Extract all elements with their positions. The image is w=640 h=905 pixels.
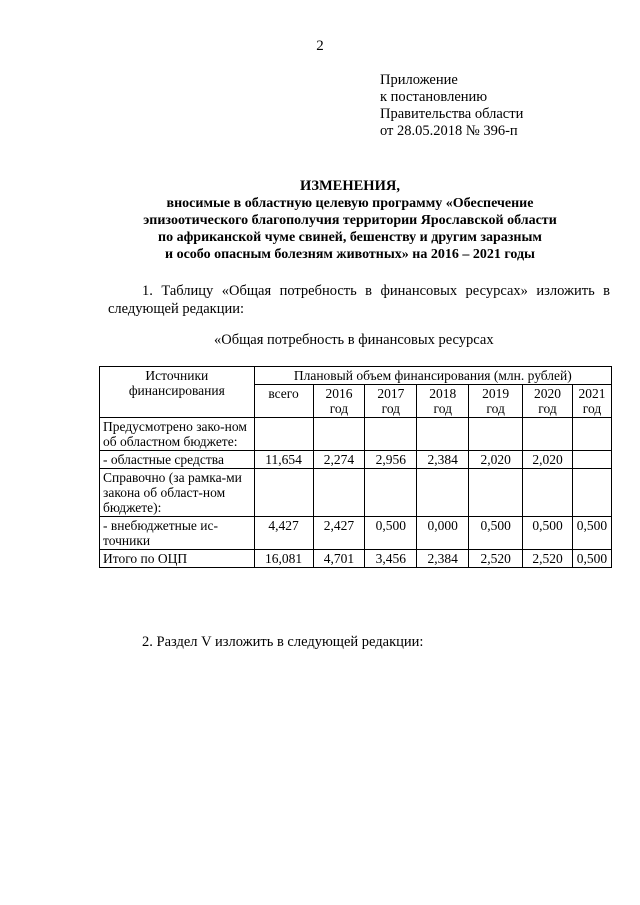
heading-line: эпизоотического благополучия территории Ярославской области [143, 213, 557, 228]
cell-value: 2,520 [523, 550, 573, 568]
header-year: 2018 год [417, 385, 469, 418]
cell-value: 0,500 [469, 517, 523, 550]
header-source: Источники финансирования [100, 367, 255, 418]
cell-value: 2,520 [469, 550, 523, 568]
cell-value [365, 469, 417, 517]
header-year: 2017 год [365, 385, 417, 418]
row-label: Предусмотрено зако-ном об областном бюджете: [100, 418, 255, 451]
cell-value [365, 418, 417, 451]
cell-value: 2,956 [365, 451, 417, 469]
row-label: - областные средства [100, 451, 255, 469]
cell-value [254, 418, 313, 451]
table-row [100, 418, 612, 451]
cell-value: 4,701 [313, 550, 365, 568]
paragraph-1: 1. Таблицу «Общая потребность в финансовых ресурсах» изложить в следующей редакции: [108, 283, 610, 317]
cell-value: 0,500 [572, 550, 611, 568]
cell-value: 2,020 [523, 451, 573, 469]
appendix-line: Правительства области [380, 106, 524, 122]
cell-value [523, 469, 573, 517]
row-label: Итого по ОЦП [100, 550, 255, 568]
appendix-line: к постановлению [380, 89, 488, 105]
cell-value [313, 469, 365, 517]
cell-value: 2,384 [417, 550, 469, 568]
cell-value: 0,500 [365, 517, 417, 550]
table-row [100, 517, 612, 550]
appendix-line: от 28.05.2018 № 396-п [380, 123, 518, 139]
document-heading [60, 178, 640, 263]
cell-value: 0,500 [523, 517, 573, 550]
cell-value: 11,654 [254, 451, 313, 469]
table-row [100, 451, 612, 469]
cell-value: 2,384 [417, 451, 469, 469]
cell-value [572, 451, 611, 469]
cell-value: 3,456 [365, 550, 417, 568]
cell-value [469, 469, 523, 517]
cell-value [254, 469, 313, 517]
cell-value [572, 418, 611, 451]
paragraph-2: 2. Раздел V изложить в следующей редакции: [142, 634, 424, 650]
heading-line: и особо опасным болезням животных» на 2016 – 2021 годы [165, 247, 535, 262]
table-caption: «Общая потребность в финансовых ресурсах [214, 332, 494, 348]
table-header-row [100, 367, 612, 385]
header-year: 2021 год [572, 385, 611, 418]
cell-value: 0,500 [572, 517, 611, 550]
row-label: - внебюджетные ис-точники [100, 517, 255, 550]
appendix-line: Приложение [380, 72, 458, 88]
cell-value [417, 469, 469, 517]
cell-value [417, 418, 469, 451]
header-year: 2016 год [313, 385, 365, 418]
cell-value [572, 469, 611, 517]
header-year: 2020 год [523, 385, 573, 418]
heading-title: ИЗМЕНЕНИЯ, [300, 178, 400, 194]
table-row-total [100, 550, 612, 568]
cell-value: 2,427 [313, 517, 365, 550]
header-plan: Плановый объем финансирования (млн. рублей) [254, 367, 611, 385]
table-row [100, 469, 612, 517]
cell-value [313, 418, 365, 451]
cell-value [523, 418, 573, 451]
header-year: 2019 год [469, 385, 523, 418]
cell-value: 2,020 [469, 451, 523, 469]
row-label: Справочно (за рамка-ми закона об област-ном бюджете): [100, 469, 255, 517]
cell-value: 0,000 [417, 517, 469, 550]
cell-value [469, 418, 523, 451]
header-total: всего [254, 385, 313, 418]
cell-value: 16,081 [254, 550, 313, 568]
cell-value: 4,427 [254, 517, 313, 550]
heading-line: вносимые в областную целевую программу «Обеспечение [166, 196, 534, 211]
page-number: 2 [316, 38, 324, 54]
cell-value: 2,274 [313, 451, 365, 469]
financing-table [99, 366, 612, 568]
heading-line: по африканской чуме свиней, бешенству и другим заразным [158, 230, 542, 245]
appendix-block [380, 72, 523, 140]
